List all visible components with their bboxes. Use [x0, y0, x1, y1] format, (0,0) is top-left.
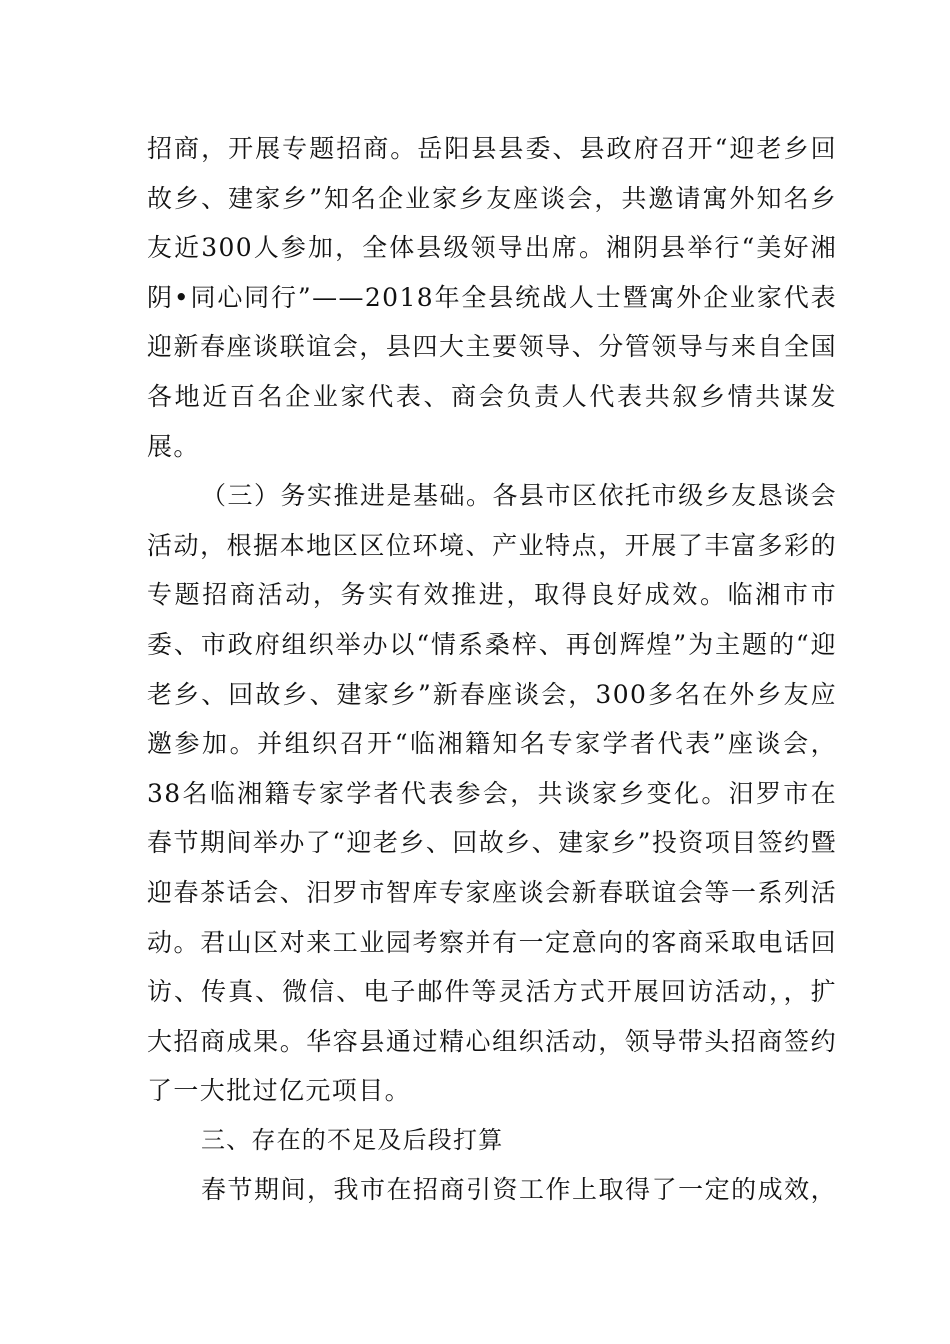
paragraph-continued: 招商，开展专题招商。岳阳县县委、县政府召开“迎老乡回故乡、建家乡”知名企业家乡友座谈会，共邀请寓外知名乡友近300人参加，全体县级领导出席。湘阴县举行“美好湘阴•同心同行”——2018年全县统战人士暨寓外企业家代表迎新春座谈联谊会，县四大主要领导、分管领导与来自全国各地近百名企业家代表、商会负责人代表共叙乡情共谋发展。: [147, 134, 837, 461]
paragraph-spring-festival: 春节期间，我市在招商引资工作上取得了一定的成效，: [201, 1175, 837, 1205]
document-body: [147, 124, 837, 1215]
paragraph-section-three-practical: （三）务实推进是基础。各县市区依托市级乡友恳谈会活动，根据本地区区位环境、产业特点，开展了丰富多彩的专题招商活动，务实有效推进，取得良好成效。临湘市市委、市政府组织举办以“情系桑梓、再创辉煌”为主题的“迎老乡、回故乡、建家乡”新春座谈会，300多名在外乡友应邀参加。并组织召开“临湘籍知名专家学者代表”座谈会，38名临湘籍专家学者代表参会，共谈家乡变化。汨罗市在春节期间举办了“迎老乡、回故乡、建家乡”投资项目签约暨迎春茶话会、汨罗市智库专家座谈会新春联谊会等一系列活动。君山区对来工业园考察并有一定意向的客商采取电话回访、传真、微信、电子邮件等灵活方式开展回访活动，，扩大招商成果。华容县通过精心组织活动，领导带头招商签约了一大批过亿元项目。: [147, 481, 837, 1106]
section-heading-shortcomings: 三、存在的不足及后段打算: [201, 1125, 504, 1154]
